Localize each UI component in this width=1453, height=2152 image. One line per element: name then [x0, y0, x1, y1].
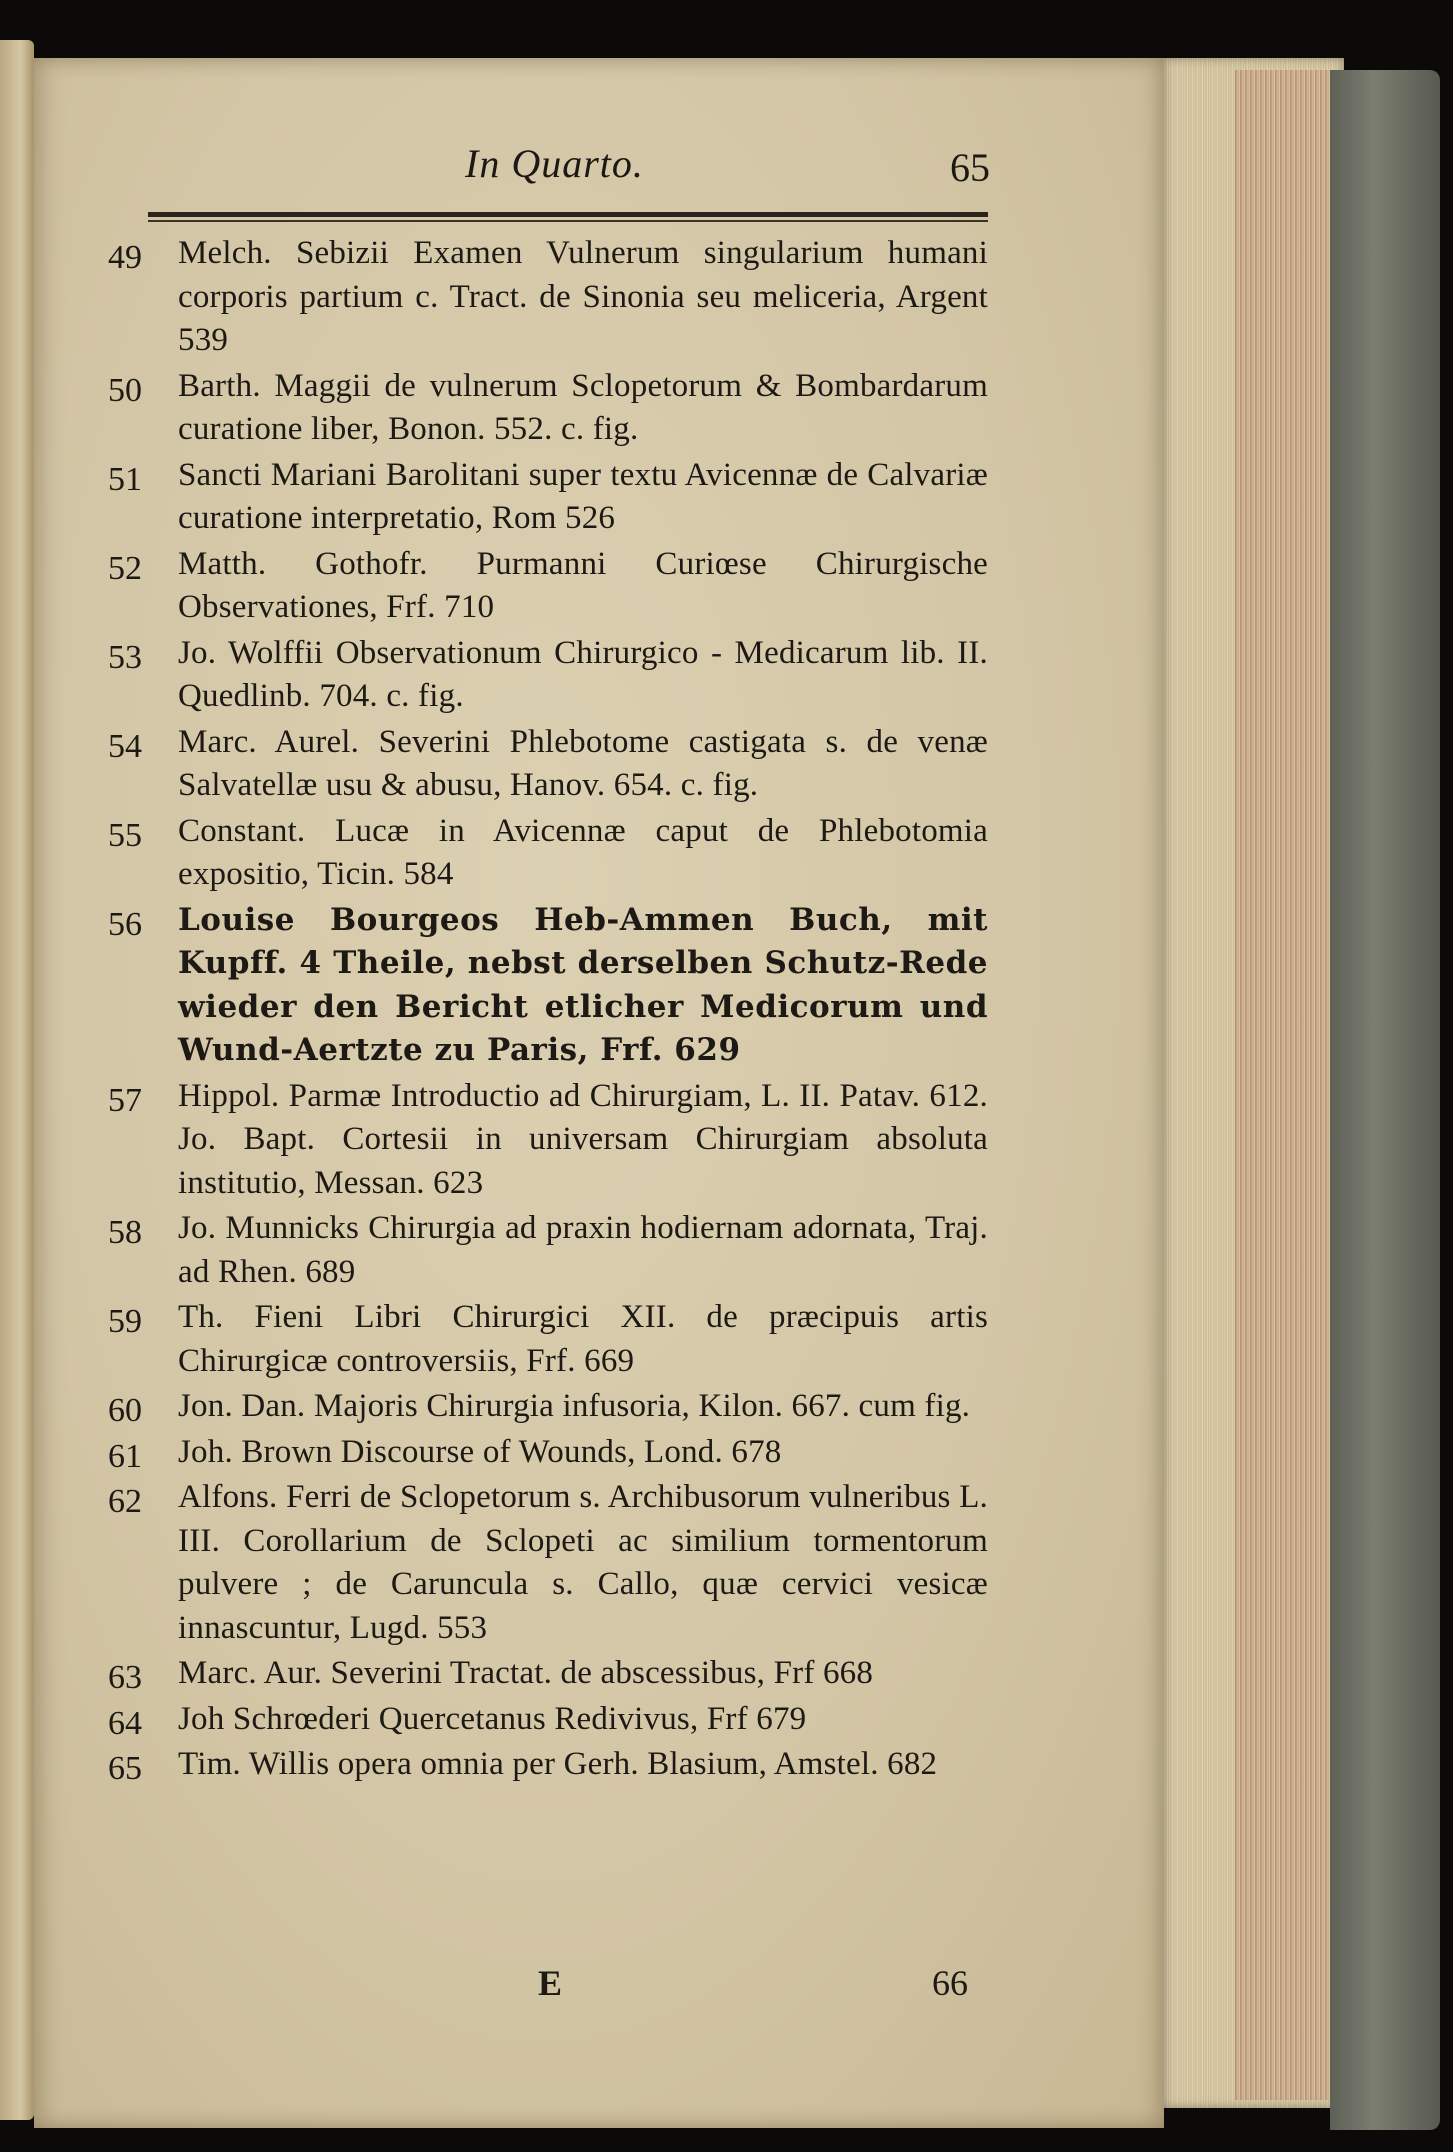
entry-number: 64: [108, 1704, 142, 1742]
entry-number: 56: [108, 905, 142, 943]
entry-text: Marc. Aur. Severini Tractat. de abscessibus, Frf 668: [178, 1655, 874, 1691]
entry-number: 58: [108, 1214, 142, 1251]
catalog-entry: [108, 543, 988, 630]
page-footer: [148, 1962, 988, 2012]
entry-number: 55: [108, 816, 142, 854]
entry-number: 53: [108, 638, 142, 676]
catalog-entry: [108, 1075, 988, 1206]
entry-number: 51: [108, 460, 142, 498]
entry-text: Th. Fieni Libri Chirurgici XII. de præcipuis artis Chirurgicæ controversiis, Frf. 669: [178, 1299, 988, 1379]
catalog-entry: [108, 721, 988, 808]
entry-number: 61: [108, 1437, 142, 1475]
entry-number: 60: [108, 1392, 142, 1429]
header-rule: [148, 212, 988, 217]
entry-number: 57: [108, 1081, 142, 1119]
entry-text: Joh Schrœderi Quercetanus Redivivus, Frf 679: [178, 1700, 807, 1737]
catalog-entry: [108, 232, 988, 363]
catalog-entry: [108, 899, 988, 1073]
entry-text: Jo. Wolffii Observationum Chirurgico - Medicarum lib. II. Quedlinb. 704. c. fig.: [178, 634, 988, 714]
page-number: 65: [950, 145, 990, 190]
entry-number: 49: [108, 239, 142, 276]
catchword: 66: [932, 1963, 968, 2003]
facing-page-edge: [0, 40, 34, 2120]
entry-text: Marc. Aurel. Severini Phlebotome castigata s. de venæ Salvatellæ usu & abusu, Hanov. 654. c. fig.: [178, 723, 988, 803]
entry-number: 65: [108, 1750, 142, 1787]
entry-text: Jon. Dan. Majoris Chirurgia infusoria, Kilon. 667. cum fig.: [178, 1388, 971, 1424]
entry-text: Sancti Mariani Barolitani super textu Avicennæ de Calvariæ curatione interpretatio, Rom 526: [178, 456, 988, 536]
catalog-entry: [108, 1296, 988, 1383]
catalog-entry: [108, 1385, 988, 1429]
entry-number: 50: [108, 371, 142, 409]
book-cover: [1330, 70, 1440, 2130]
fore-edge-tint: [1235, 70, 1335, 2100]
entry-text: Joh. Brown Discourse of Wounds, Lond. 678: [178, 1433, 782, 1470]
catalog-entry: [108, 454, 988, 541]
entry-text: Matth. Gothofr. Purmanni Curiœse Chirurgische Observationes, Frf. 710: [178, 545, 988, 625]
running-head: In Quarto.: [465, 141, 644, 186]
entry-number: 54: [108, 727, 142, 765]
entry-text: Tim. Willis opera omnia per Gerh. Blasium, Amstel. 682: [178, 1746, 938, 1782]
entry-text: Melch. Sebizii Examen Vulnerum singularium humani corporis partium c. Tract. de Sinonia seu meliceria, Argent 539: [178, 235, 988, 358]
entry-text: Hippol. Parmæ Introductio ad Chirurgiam, L. II. Patav. 612. Jo. Bapt. Cortesii in universam Chirurgiam absoluta institutio, Messan. 623: [178, 1077, 988, 1201]
entry-number: 59: [108, 1303, 142, 1340]
entry-text: Jo. Munnicks Chirurgia ad praxin hodiernam adornata, Traj. ad Rhen. 689: [178, 1210, 988, 1290]
catalog-entries: [108, 232, 988, 1789]
entry-number: 62: [108, 1483, 142, 1520]
catalog-entry: [108, 1743, 988, 1787]
page-header: [150, 140, 990, 200]
catalog-entry: [108, 365, 988, 452]
header-rule-thin: [148, 220, 988, 222]
entry-number: 63: [108, 1659, 142, 1696]
catalog-entry: [108, 632, 988, 719]
entry-text: Barth. Maggii de vulnerum Sclopetorum & Bombardarum curatione liber, Bonon. 552. c. fig.: [178, 367, 988, 447]
catalog-entry: [108, 1652, 988, 1696]
entry-text: Constant. Lucæ in Avicennæ caput de Phlebotomia expositio, Ticin. 584: [178, 812, 988, 892]
catalog-entry: [108, 810, 988, 897]
catalog-entry: [108, 1207, 988, 1294]
entry-number: 52: [108, 549, 142, 587]
catalog-entry: [108, 1476, 988, 1650]
catalog-entry: [108, 1431, 988, 1475]
entry-text: Alfons. Ferri de Sclopetorum s. Archibusorum vulneribus L. III. Corollarium de Sclopeti ac similium tormentorum pulvere ; de Caruncula s. Callo, quæ cervici vesicæ innascuntur, Lugd. 553: [178, 1479, 988, 1646]
entry-text: Louise Bourgeos Heb-Ammen Buch, mit Kupff. 4 Theile, nebst derselben Schutz-Rede wieder den Bericht etlicher Medicorum und Wund-Aertzte zu Paris, Frf. 629: [178, 901, 988, 1068]
catalog-entry: [108, 1698, 988, 1742]
signature-mark: E: [538, 1963, 563, 2003]
